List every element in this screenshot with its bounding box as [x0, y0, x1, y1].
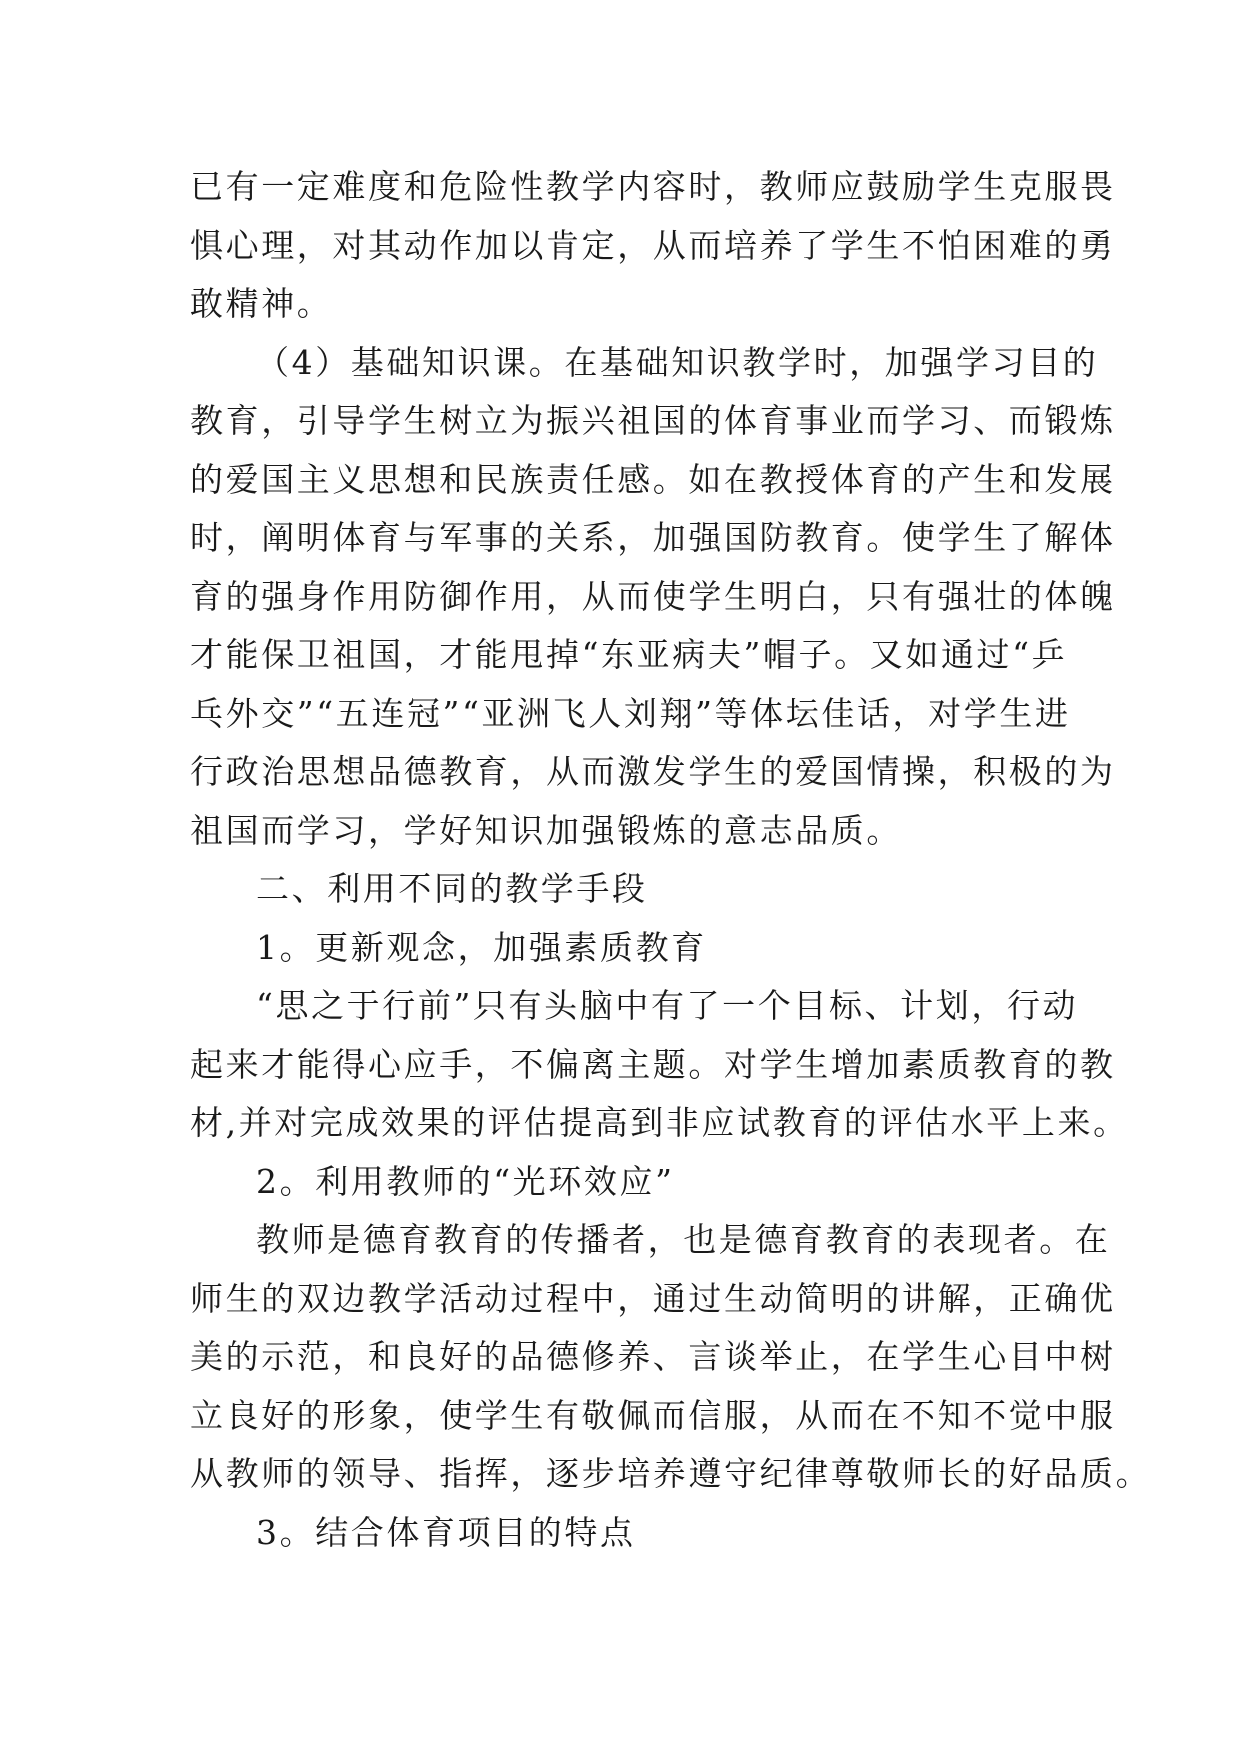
section-heading: 二、利用不同的教学手段 — [256, 869, 648, 908]
text-line: （4）基础知识课。在基础知识教学时，加强学习目的 — [256, 342, 1099, 382]
text-line: 教育，引导学生树立为振兴祖国的体育事业而学习、而锻炼 — [190, 401, 1116, 440]
subheading: 2。利用教师的“光环效应” — [256, 1161, 675, 1201]
text-line: 的爱国主义思想和民族责任感。如在教授体育的产生和发展 — [190, 459, 1116, 499]
paragraph-basic-knowledge-class — [190, 334, 1116, 861]
document-body — [190, 158, 1152, 1562]
subheading: 1。更新观念，加强素质教育 — [256, 927, 707, 967]
text-line: “思之于行前”只有头脑中有了一个目标、计划，行动 — [256, 986, 1079, 1025]
text-line: 起来才能得心应手，不偏离主题。对学生增加素质教育的教 — [190, 1044, 1116, 1084]
subheading-update-concepts — [190, 919, 1058, 978]
text-line: 时，阐明体育与军事的关系，加强国防教育。使学生了解体 — [190, 518, 1116, 557]
text-line: 敢精神。 — [190, 284, 333, 323]
text-line: 祖国而学习，学好知识加强锻炼的意志品质。 — [190, 810, 902, 850]
text-line: 已有一定难度和危险性教学内容时，教师应鼓励学生克服畏 — [190, 167, 1116, 206]
text-line: 从教师的领导、指挥，逐步培养遵守纪律尊敬师长的好品质。 — [190, 1454, 1152, 1493]
paragraph-courage — [190, 158, 1116, 334]
text-line: 材,并对完成效果的评估提高到非应试教育的评估水平上来。 — [190, 1103, 1129, 1142]
text-line: 乓外交”“五连冠”“亚洲飞人刘翔”等体坛佳话，对学生进 — [190, 693, 1071, 733]
section-heading-teaching-means — [190, 860, 1058, 919]
text-line: 立良好的形象，使学生有敬佩而信服，从而在不知不觉中服 — [190, 1395, 1116, 1435]
paragraph-teacher-role — [190, 1211, 1152, 1504]
text-line: 师生的双边教学活动过程中，通过生动简明的讲解，正确优 — [190, 1278, 1116, 1318]
text-line: 美的示范，和良好的品德修养、言谈举止，在学生心目中树 — [190, 1337, 1116, 1376]
paragraph-think-before-act — [190, 977, 1129, 1153]
text-line: 惧心理，对其动作加以肯定，从而培养了学生不怕困难的勇 — [190, 225, 1116, 265]
subheading: 3。结合体育项目的特点 — [256, 1512, 636, 1552]
text-line: 教师是德育教育的传播者，也是德育教育的表现者。在 — [256, 1220, 1111, 1259]
text-line: 行政治思想品德教育，从而激发学生的爱国情操，积极的为 — [190, 752, 1116, 791]
text-line: 才能保卫祖国，才能甩掉“东亚病夫”帽子。又如通过“乒 — [190, 635, 1068, 674]
subheading-sport-characteristics — [190, 1504, 1058, 1563]
text-line: 育的强身作用防御作用，从而使学生明白，只有强壮的体魄 — [190, 576, 1116, 616]
subheading-halo-effect — [190, 1153, 1058, 1212]
